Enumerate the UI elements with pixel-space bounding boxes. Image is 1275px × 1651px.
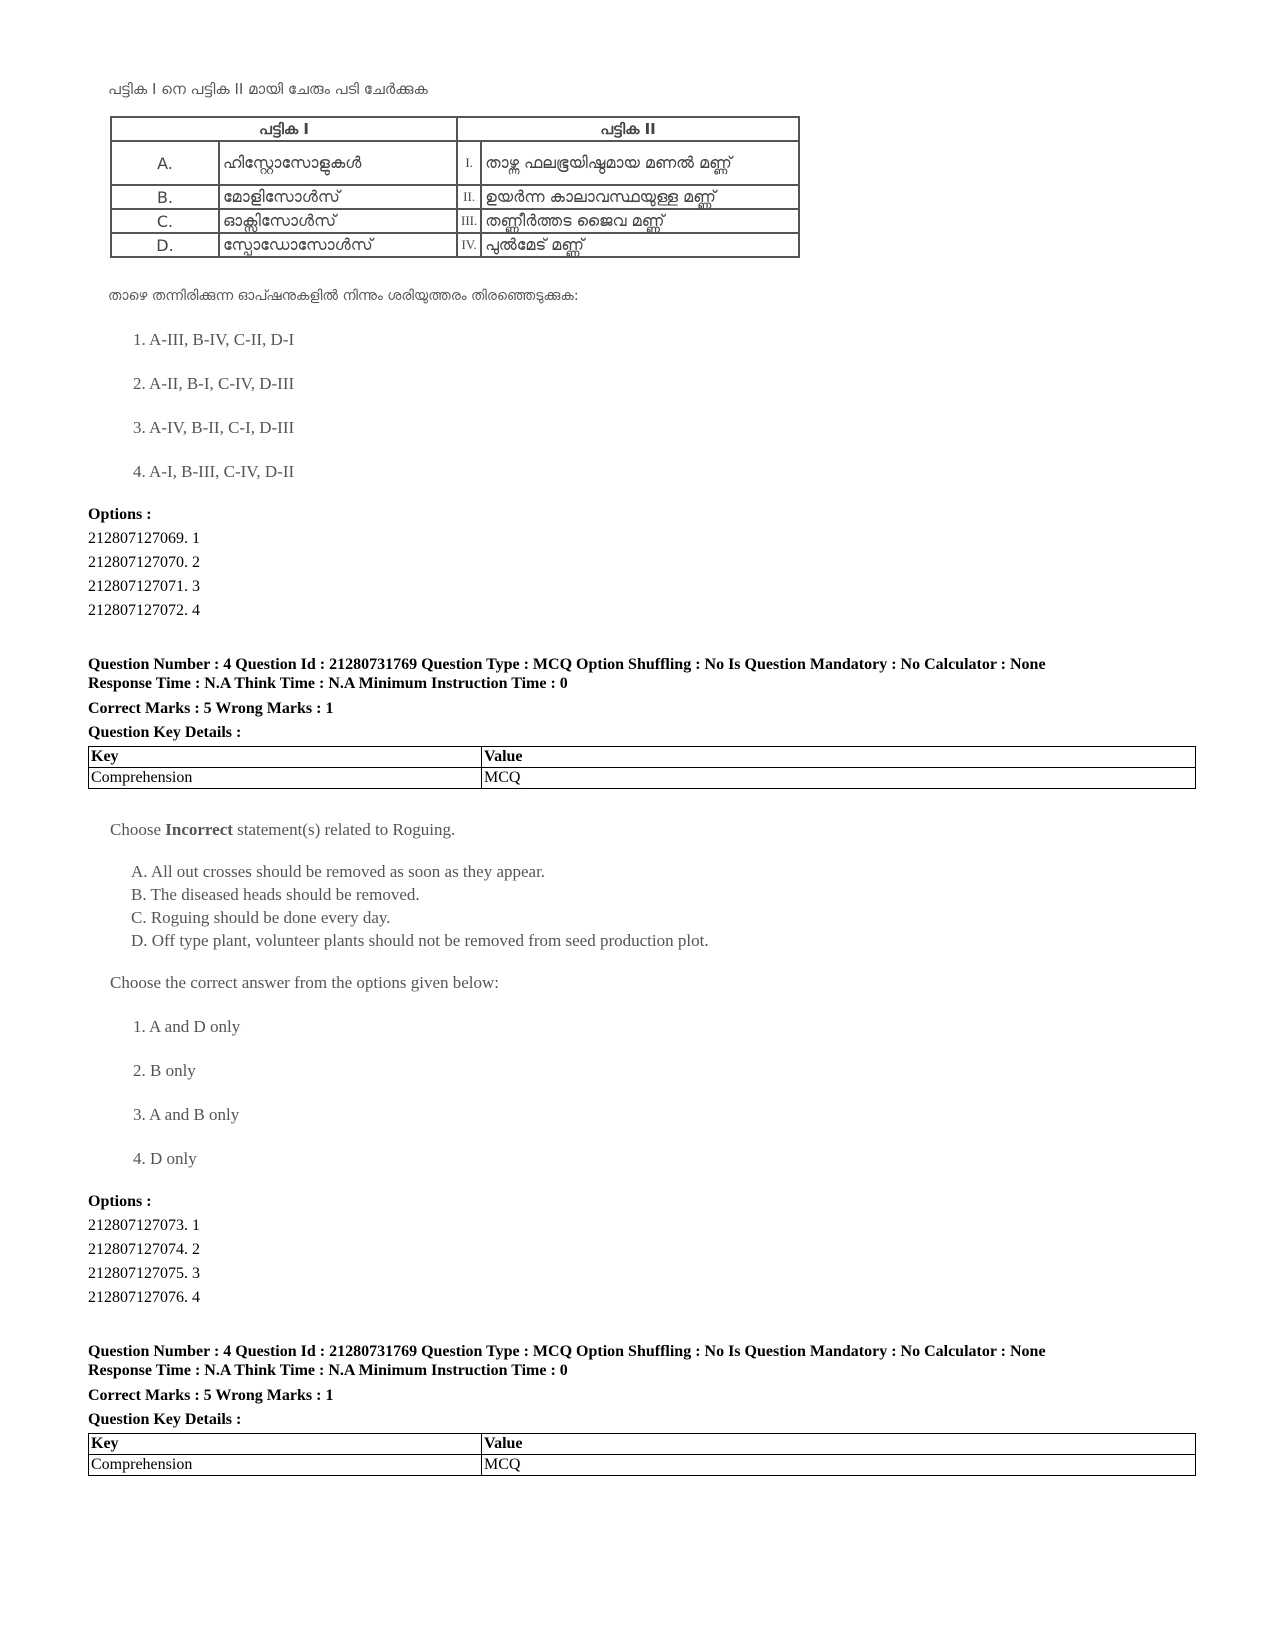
key-header: Key (89, 1434, 482, 1455)
table-row (89, 1434, 1196, 1455)
choose-instruction: Choose the correct answer from the options given below: (110, 973, 500, 992)
options-title: Options : (88, 506, 152, 523)
question-meta-line1: Question Number : 4 Question Id : 21280731769 Question Type : MCQ Option Shuffling : No Is Question Mandatory : No Calculator : None (88, 1343, 1046, 1360)
table-row (111, 185, 799, 209)
row-list1-item: മോളിസോൾസ് (219, 185, 457, 209)
stem-pre: Choose (110, 820, 166, 839)
row-list2-item: ഉയർന്ന കാലാവസ്ഥയുള്ള മണ്ണ് (481, 185, 799, 209)
key-value-table (88, 746, 1196, 789)
answer-choice: 4. D only (133, 1149, 197, 1168)
answer-choice: 4. A-I, B-III, C-IV, D-II (133, 462, 295, 481)
statement-item: D. Off type plant, volunteer plants should not be removed from seed production plot. (131, 931, 709, 950)
stem-bold: Incorrect (165, 820, 233, 839)
table-row (89, 747, 1196, 768)
row-roman: II. (457, 185, 481, 209)
option-line: 212807127070. 2 (88, 554, 200, 571)
value-cell: MCQ (482, 768, 1196, 789)
table-row (111, 233, 799, 257)
row-roman: III. (457, 209, 481, 233)
table-header-list1: പട്ടിക I (111, 117, 457, 141)
marks-line: Correct Marks : 5 Wrong Marks : 1 (88, 700, 334, 717)
marks-line: Correct Marks : 5 Wrong Marks : 1 (88, 1387, 334, 1404)
value-cell: MCQ (482, 1455, 1196, 1476)
key-details-title: Question Key Details : (88, 724, 242, 741)
question-meta-line1: Question Number : 4 Question Id : 21280731769 Question Type : MCQ Option Shuffling : No Is Question Mandatory : No Calculator : None (88, 656, 1046, 673)
option-line: 212807127069. 1 (88, 530, 200, 547)
key-cell: Comprehension (89, 768, 482, 789)
row-list2-item: താഴ്ന്ന ഫലഭൂയിഷ്ഠമായ മണൽ മണ്ണ് (481, 141, 799, 185)
match-table (110, 116, 800, 258)
option-line: 212807127071. 3 (88, 578, 200, 595)
row-list1-item: ഹിസ്റ്റോസോളുകൾ (219, 141, 457, 185)
key-header: Key (89, 747, 482, 768)
table-row (89, 768, 1196, 789)
answer-choice: 1. A-III, B-IV, C-II, D-I (133, 330, 295, 349)
option-line: 212807127076. 4 (88, 1289, 200, 1306)
question-stem (110, 820, 455, 840)
row-roman: IV. (457, 233, 481, 257)
table-row (89, 1455, 1196, 1476)
row-letter: B. (111, 185, 219, 209)
table-header-list2: പട്ടിക II (457, 117, 799, 141)
row-list1-item: സ്പോഡോസോൾസ് (219, 233, 457, 257)
value-header: Value (482, 1434, 1196, 1455)
key-cell: Comprehension (89, 1455, 482, 1476)
option-line: 212807127073. 1 (88, 1217, 200, 1234)
value-header: Value (482, 747, 1196, 768)
row-letter: D. (111, 233, 219, 257)
answer-choice: 1. A and D only (133, 1017, 241, 1036)
question-meta-line2: Response Time : N.A Think Time : N.A Minimum Instruction Time : 0 (88, 1362, 568, 1379)
answer-choice: 3. A and B only (133, 1105, 240, 1124)
question-instruction: പട്ടിക I നെ പട്ടിക II മായി ചേരും പടി ചേർക്കുക (108, 80, 428, 98)
row-roman: I. (457, 141, 481, 185)
row-list2-item: തണ്ണീർത്തട ജൈവ മണ്ണ് (481, 209, 799, 233)
answer-choice: 2. A-II, B-I, C-IV, D-III (133, 374, 295, 393)
table-row (111, 141, 799, 185)
options-title: Options : (88, 1193, 152, 1210)
row-list1-item: ഓക്സിസോൾസ് (219, 209, 457, 233)
answer-choice: 2. B only (133, 1061, 196, 1080)
stem-post: statement(s) related to Roguing. (232, 820, 456, 839)
answer-choice: 3. A-IV, B-II, C-I, D-III (133, 418, 295, 437)
table-header-row (111, 117, 799, 141)
option-line: 212807127072. 4 (88, 602, 200, 619)
question-meta-line2: Response Time : N.A Think Time : N.A Minimum Instruction Time : 0 (88, 675, 568, 692)
table-row (111, 209, 799, 233)
key-details-title: Question Key Details : (88, 1411, 242, 1428)
row-letter: A. (111, 141, 219, 185)
option-line: 212807127075. 3 (88, 1265, 200, 1282)
choose-instruction: താഴെ തന്നിരിക്കുന്ന ഓപ്ഷനുകളിൽ നിന്നും ശരിയുത്തരം തിരഞ്ഞെടുക്കുക: (108, 288, 579, 304)
row-letter: C. (111, 209, 219, 233)
key-value-table (88, 1433, 1196, 1476)
statement-item: A. All out crosses should be removed as soon as they appear. (131, 862, 546, 881)
statement-item: B. The diseased heads should be removed. (131, 885, 420, 904)
option-line: 212807127074. 2 (88, 1241, 200, 1258)
statement-item: C. Roguing should be done every day. (131, 908, 391, 927)
row-list2-item: പുൽമേട് മണ്ണ് (481, 233, 799, 257)
